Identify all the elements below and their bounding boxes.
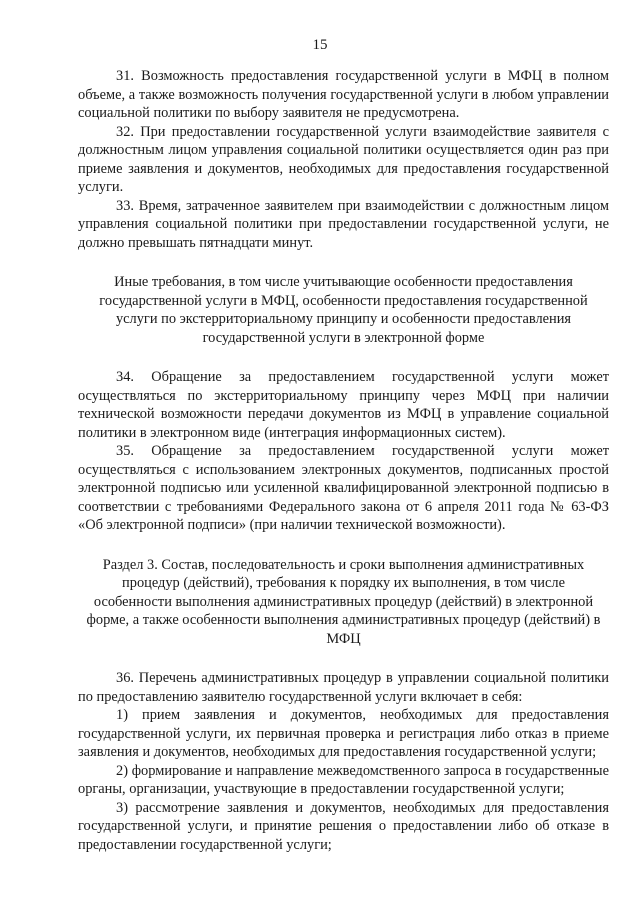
- list-item-2: 2) формирование и направление межведомственного запроса в государственные органы, организации, участвующие в предоставлении государственной услуги;: [78, 762, 609, 797]
- section-3-heading: Раздел 3. Состав, последовательность и сроки выполнения административных процедур (действий), требования к порядку их выполнения, в том числе особенности выполнения административных процедур (действий) в электронной форме, а также особенности выполнения административных процедур (действий) в МФЦ: [86, 556, 601, 647]
- paragraph-35: 35. Обращение за предоставлением государственной услуги может осуществляться с использованием электронных документов, подписанных простой электронной подписью или усиленной квалифицированной электронной подписью в соответствии с требованиями Федерального закона от 6 апреля 2011 года № 63-ФЗ «Об электронной подписи» (при наличии технической возможности).: [78, 443, 609, 533]
- paragraph-36: 36. Перечень административных процедур в управлении социальной политики по предоставлению заявителю государственной услуги включает в себя:: [78, 670, 609, 705]
- list-item-3: 3) рассмотрение заявления и документов, необходимых для предоставления государственной услуги, и принятие решения о предоставлении либо об отказе в предоставлении государственной услуги;: [78, 799, 609, 853]
- document-body: [78, 67, 609, 854]
- paragraph-32: 32. При предоставлении государственной услуги взаимодействие заявителя с должностным лицом управления социальной политики осуществляется один раз при приеме заявления и документов, необходимых для предоставления государственной услуги.: [78, 123, 609, 195]
- section-heading-other-requirements: Иные требования, в том числе учитывающие особенности предоставления государственной услуги в МФЦ, особенности предоставления государственной услуги по экстерриториальному принципу и особенности предоставления государственной услуги в электронной форме: [99, 274, 588, 346]
- paragraph-33: 33. Время, затраченное заявителем при взаимодействии с должностным лицом управления социальной политики при предоставлении государственной услуги, не должно превышать пятнадцати минут.: [78, 197, 609, 251]
- list-item-1: 1) прием заявления и документов, необходимых для предоставления государственной услуги, их первичная проверка и регистрация либо отказ в приеме заявления и документов, необходимых для предоставления государственной услуги;: [78, 707, 609, 760]
- paragraph-31: 31. Возможность предоставления государственной услуги в МФЦ в полном объеме, а также возможность получения государственной услуги в любом управлении социальной политики по выбору заявителя не предусмотрена.: [78, 68, 609, 121]
- paragraph-34: 34. Обращение за предоставлением государственной услуги может осуществляться по экстерриториальному принципу через МФЦ при наличии технической возможности передачи документов из МФЦ в управление социальной политики в электронном виде (интеграция информационных систем).: [78, 369, 609, 441]
- page-number: 15: [312, 37, 328, 53]
